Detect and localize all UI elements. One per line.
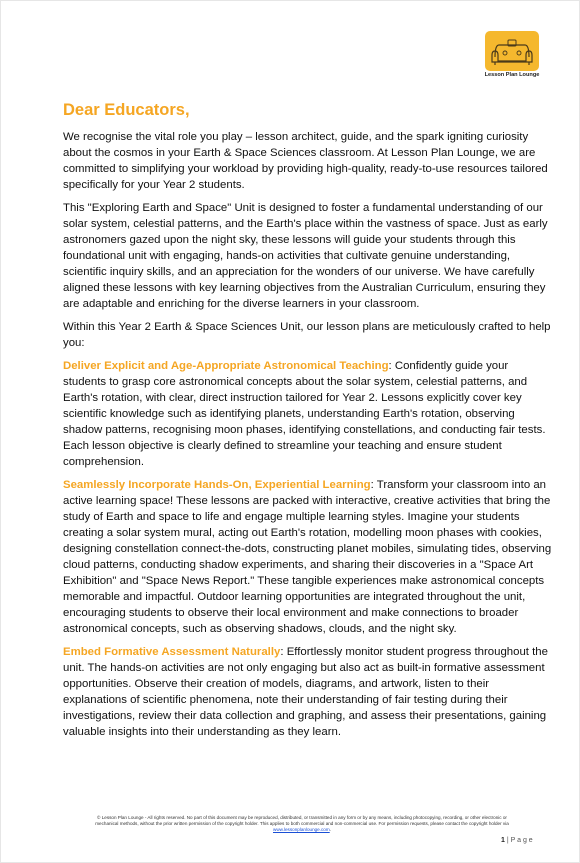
explicit-teaching-text: : Confidently guide your students to grasp core astronomical concepts about the solar system, celestial patterns, and Earth's rotation, with clear, direct instruction tailored for Year 2. Lessons explicitly cover key scientific knowledge such as identifying planets, understanding Earth's rotation, observing shadow patterns, recognising moon phases, identifying constellations, and conducting fair tests. Each lesson objective is clearly defined to streamline your teaching and ensure student comprehension.: [63, 360, 546, 468]
letter-body: [63, 129, 553, 747]
copyright-footer: [61, 815, 543, 833]
brand-logo: [479, 31, 545, 81]
footer-line-3: [61, 827, 543, 833]
intro-paragraph: We recognise the vital role you play – lesson architect, guide, and the spark igniting curiosity about the cosmos in your Earth & Space Sciences classroom. At Lesson Plan Lounge, we are committed to simplifying your workload by providing high-quality, ready-to-use resources tailored specifically for your Year 2 students.: [63, 131, 548, 191]
page-number-label: P a g e: [510, 837, 533, 844]
formative-assessment-heading: Embed Formative Assessment Naturally: [63, 646, 281, 658]
hands-on-text: : Transform your classroom into an active learning space! These lessons are packed with interactive, creative activities that bring the study of Earth and space to life and engage multiple learning styles. Imagine your students creating a solar system mural, acting out Earth's rotation, modelling moon phases with cookies, designing constellation connect-the-dots, constructing planet mobiles, simulating tides, observing cloud patterns, conducting shadow experiments, and sharing their discoveries in a "Space Art Exhibition" and "Space News Report." These tangible experiences make astronomical concepts memorable and impactful. Outdoor learning opportunities are integrated throughout the unit, encouraging students to observe their local environment and make connections to broader astronomical concepts, such as observing shadows, clouds, and the night sky.: [63, 479, 552, 635]
formative-assessment-paragraph: [63, 644, 553, 740]
footer-link-suffix: .: [329, 827, 331, 832]
unit-description-paragraph: This "Exploring Earth and Space" Unit is designed to foster a fundamental understanding of our solar system, celestial patterns, and the Earth's place within the vastness of space. Just as early astronomers gazed upon the night sky, these lessons will guide your students through this foundational unit with engaging, hands-on activities that cultivate genuine understanding, scientific inquiry skills, and an appreciation for the wonders of our universe. We have carefully aligned these lessons with key learning objectives from the Australian Curriculum, ensuring they are adaptable and enriching for the diverse learners in your classroom.: [63, 202, 548, 310]
footer-line-2: mechanical methods, without the prior written permission of the copyright holder. This applies to both commercial and non-commercial use. For permission requests, please contact the copyright holder via: [95, 821, 509, 826]
help-intro-paragraph: Within this Year 2 Earth & Space Sciences Unit, our lesson plans are meticulously crafted to help you:: [63, 321, 551, 349]
sofa-logo-icon: [485, 31, 539, 71]
page-number-separator: |: [504, 837, 511, 844]
explicit-teaching-heading: Deliver Explicit and Age-Appropriate Astronomical Teaching: [63, 360, 389, 372]
hands-on-paragraph: [63, 477, 553, 637]
page-number-value: 1: [501, 837, 505, 844]
greeting-heading: Dear Educators,: [63, 101, 190, 119]
footer-line-1: © Lesson Plan Lounge - All rights reserved. No part of this document may be reproduced, distributed, or transmitted in any form or by any means, including photocopying, recording, or other electronic or: [97, 815, 507, 820]
formative-assessment-text: : Effortlessly monitor student progress throughout the unit. The hands-on activities are not only engaging but also act as built-in formative assessment opportunities. Observe their creation of models, diagrams, and artwork, listen to their explanations of scientific phenomena, note their understanding of fair testing during their investigations, review their data collection and graphing, and assess their presentations, gaining valuable insights into their understanding as they learn.: [63, 646, 548, 738]
hands-on-heading: Seamlessly Incorporate Hands-On, Experiential Learning: [63, 479, 371, 491]
page-number: [501, 837, 533, 844]
website-link[interactable]: www.lessonplanlounge.com: [273, 827, 330, 832]
explicit-teaching-paragraph: [63, 358, 553, 470]
logo-text: Lesson Plan Lounge: [484, 72, 540, 78]
